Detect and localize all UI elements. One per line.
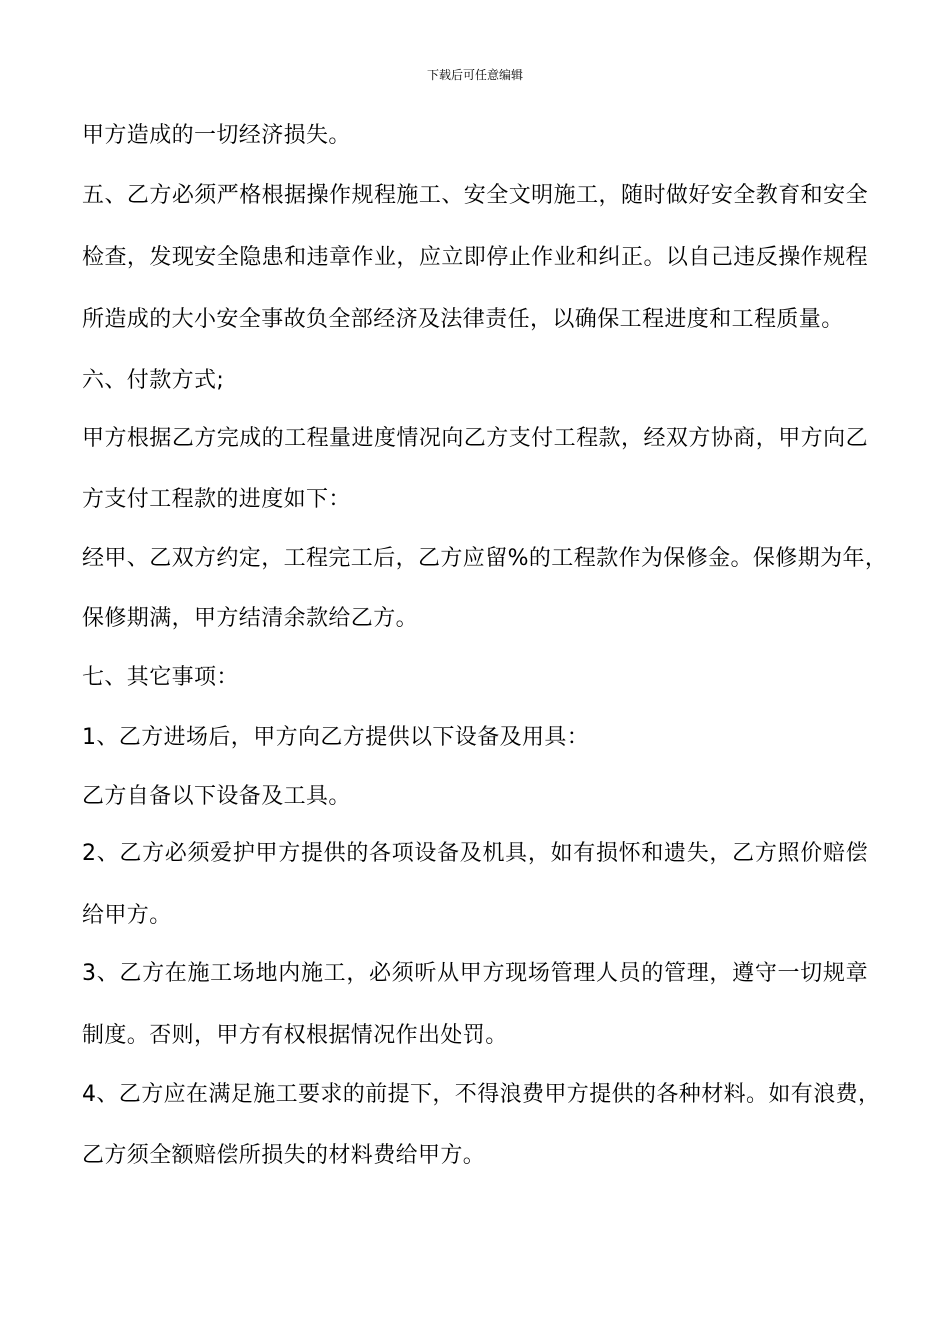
text-line: 乙方自备以下设备及工具。: [82, 784, 351, 809]
page-header-note: 下载后可任意编辑: [426, 68, 523, 82]
section-heading: 七、其它事项：: [82, 665, 239, 690]
list-item: 2、乙方必须爱护甲方提供的各项设备及机具，如有损怀和遗失，乙方照价赔偿: [82, 841, 868, 866]
text-line: 方支付工程款的进度如下：: [82, 487, 351, 512]
text-line: 甲方根据乙方完成的工程量进度情况向乙方支付工程款，经双方协商，甲方向乙: [82, 426, 868, 451]
text-line: 保修期满，甲方结清余款给乙方。: [82, 606, 419, 631]
text-line: 制度。否则，甲方有权根据情况作出处罚。: [82, 1023, 508, 1048]
text-line: 乙方须全额赔偿所损失的材料费给甲方。: [82, 1143, 486, 1168]
text-line: 五、乙方必须严格根据操作规程施工、安全文明施工，随时做好安全教育和安全: [82, 183, 868, 208]
text-line: 检查，发现安全隐患和违章作业，应立即停止作业和纠正。以自己违反操作规程: [82, 245, 868, 270]
section-heading: 六、付款方式;: [82, 368, 225, 393]
text-line: 所造成的大小安全事故负全部经济及法律责任，以确保工程进度和工程质量。: [82, 307, 844, 332]
text-line: 甲方造成的一切经济损失。: [82, 123, 351, 148]
text-line: 经甲、乙双方约定，工程完工后，乙方应留%的工程款作为保修金。保修期为年，: [82, 546, 888, 571]
list-item: 3、乙方在施工场地内施工，必须听从甲方现场管理人员的管理，遵守一切规章: [82, 961, 868, 986]
list-item: 1、乙方进场后，甲方向乙方提供以下设备及用具：: [82, 725, 590, 750]
text-line: 给甲方。: [82, 903, 172, 928]
list-item: 4、乙方应在满足施工要求的前提下，不得浪费甲方提供的各种材料。如有浪费，: [82, 1082, 881, 1107]
